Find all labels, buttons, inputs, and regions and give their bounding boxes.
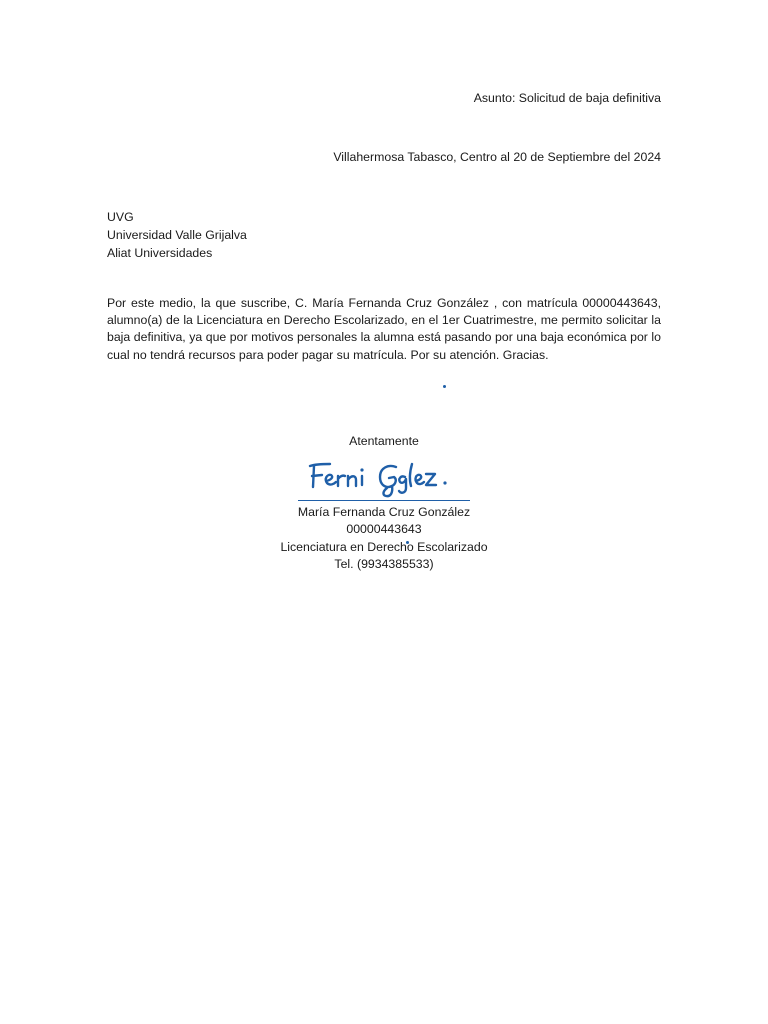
closing-line: Atentamente [349, 434, 419, 448]
recipient-block [107, 208, 247, 262]
signer-block [0, 504, 768, 573]
signer-program: Licenciatura en Derecho Escolarizado [280, 539, 488, 554]
recipient-line-3: Aliat Universidades [107, 246, 213, 260]
letter-body: Por este medio, la que suscribe, C. María Fernanda Cruz González , con matrícula 00000443643, alumno(a) de la Licenciatura en Derecho Escolarizado, en el 1er Cuatrimestre, me permito solicitar la baja definitiva, ya que por motivos personales la alumna está pasando por una baja económica por lo cual no tendrá recursos para poder pagar su matrícula. Por su atención. Gracias. [107, 296, 661, 362]
signer-id: 00000443643 [346, 522, 422, 537]
signer-name: María Fernanda Cruz González [297, 505, 471, 519]
handwritten-signature [300, 455, 470, 499]
subject-line: Asunto: Solicitud de baja definitiva [473, 91, 661, 105]
signature-rule [298, 500, 470, 501]
ink-dot [443, 385, 446, 388]
signer-phone: Tel. (9934385533) [334, 556, 434, 571]
place-date-line: Villahermosa Tabasco, Centro al 20 de Septiembre del 2024 [333, 150, 661, 164]
recipient-line-2: Universidad Valle Grijalva [107, 228, 247, 242]
recipient-line-1: UVG [107, 210, 134, 224]
